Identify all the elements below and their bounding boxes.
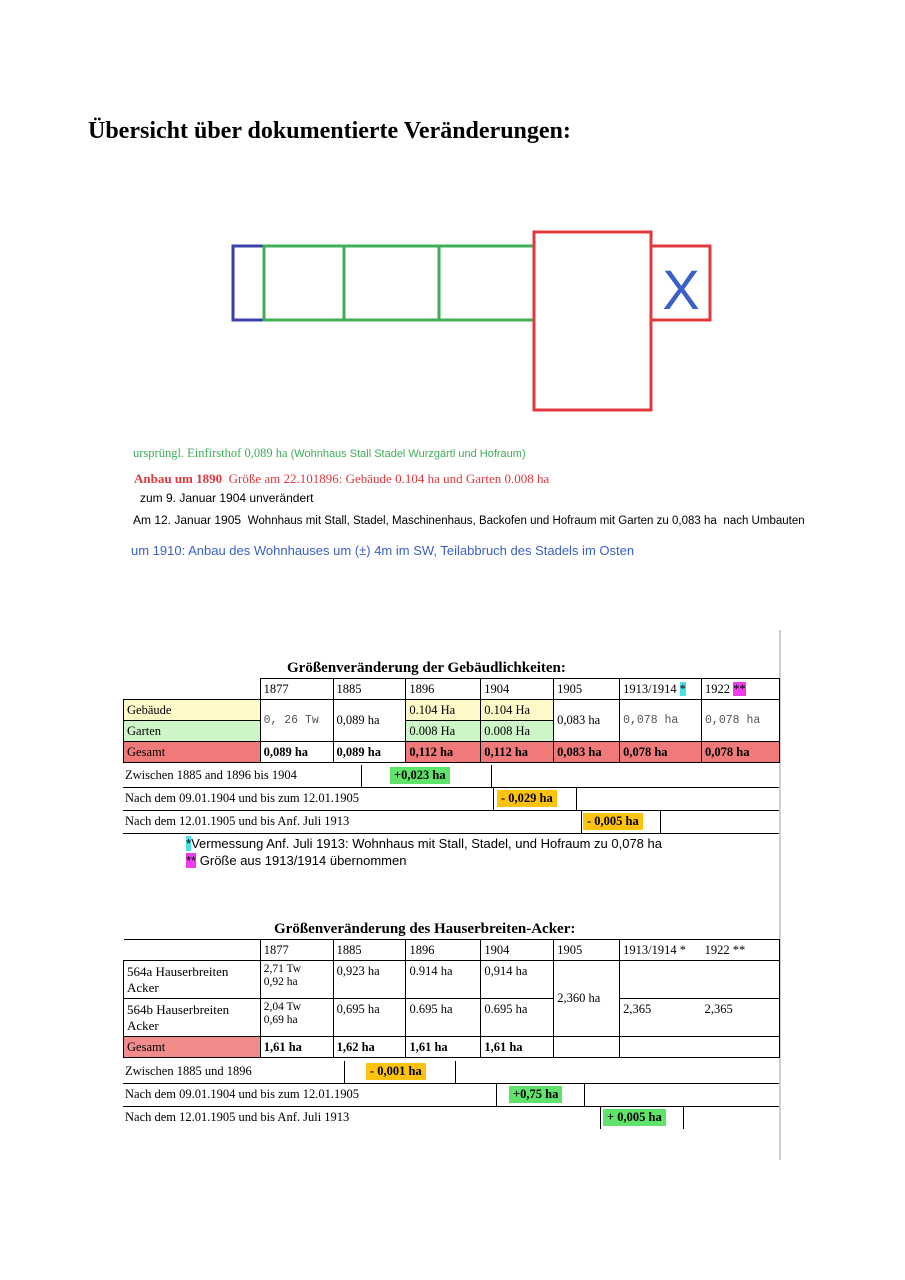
table1-year: 1904 xyxy=(481,679,554,700)
note-1905-c: nach Umbauten xyxy=(723,515,805,527)
table2-year: 1896 xyxy=(406,940,481,961)
diff-value: +0,75 ha xyxy=(509,1086,562,1103)
cell-1896: 0.695 ha xyxy=(406,999,481,1037)
table2-row-gesamt xyxy=(124,1037,780,1058)
table1-row-gebaeude xyxy=(124,700,780,721)
note-1905-b: Wohnhaus mit Stall, Stadel, Maschinenhaus, Backofen und Hofraum mit Garten zu 0,083 ha xyxy=(247,515,717,527)
note-1905 xyxy=(133,513,805,527)
x-mark: X xyxy=(662,258,700,321)
diff-label: Nach dem 12.01.1905 und bis Anf. Juli 1913 xyxy=(125,814,350,828)
gesamt-1877: 1,61 ha xyxy=(260,1037,333,1058)
gesamt-1913: 0,078 ha xyxy=(620,742,702,763)
table1-year: 1877 xyxy=(260,679,333,700)
table2-year: 1922 ** xyxy=(702,940,780,961)
blue-section xyxy=(233,246,264,320)
cell-1922: 0,078 ha xyxy=(702,700,780,742)
table2-title: Größenveränderung des Hauserbreiten-Acker: xyxy=(274,921,576,937)
table1-diff-row xyxy=(123,788,779,811)
row-label: Gebäude xyxy=(124,700,261,721)
cell-1904: 0.695 ha xyxy=(481,999,554,1037)
diff-value: - 0,001 ha xyxy=(366,1063,426,1080)
cyan-star-marker: * xyxy=(679,681,686,696)
table2-corner xyxy=(124,940,261,961)
footnote-1: *Vermessung Anf. Juli 1913: Wohnhaus mit Stall, Stadel, und Hofraum zu 0,078 ha xyxy=(186,836,662,851)
green-section-3 xyxy=(439,246,534,320)
note-1905-a: Am 12. Januar 1905 xyxy=(133,513,242,527)
table1-diff-row xyxy=(123,811,779,834)
table2-year: 1904 xyxy=(481,940,554,961)
note-1910: um 1910: Anbau des Wohnhauses um (±) 4m im SW, Teilabbruch des Stadels im Osten xyxy=(131,543,635,558)
table1-year: 1913/1914 * xyxy=(620,679,702,700)
cell-1885: 0,695 ha xyxy=(333,999,406,1037)
magenta-star-marker: ** xyxy=(733,681,746,696)
note-annex-1890 xyxy=(134,471,549,487)
cell-1913: 2,365 xyxy=(620,999,702,1037)
table1-diff-row xyxy=(123,765,779,788)
cell-1877: 0, 26 Tw xyxy=(260,700,333,742)
table1-title: Größenveränderung der Gebäudlichkeiten: xyxy=(287,660,566,676)
cell-1904: 0.008 Ha xyxy=(481,721,554,742)
cell-1896: 0.008 Ha xyxy=(406,721,481,742)
green-section-1 xyxy=(264,246,344,320)
table1 xyxy=(123,678,780,763)
table1-year: 1885 xyxy=(333,679,406,700)
row-label: Gesamt xyxy=(124,1037,261,1058)
cell-1877: 2,04 Tw 0,69 ha xyxy=(260,999,333,1037)
cell-1896: 0.914 ha xyxy=(406,961,481,999)
note-1904: zum 9. Januar 1904 unverändert xyxy=(140,491,314,505)
gesamt-1922: 0,078 ha xyxy=(702,742,780,763)
gesamt-1885: 0,089 ha xyxy=(333,742,406,763)
note-annex-a: Anbau um 1890 xyxy=(134,471,223,486)
note-original-b: (Wohnhaus Stall Stadel Wurzgärtl und Hofraum) xyxy=(290,448,526,460)
cell-1896: 0.104 Ha xyxy=(406,700,481,721)
gesamt-1896: 1,61 ha xyxy=(406,1037,481,1058)
table1-row-gesamt xyxy=(124,742,780,763)
table2-diff-row xyxy=(123,1107,779,1129)
table1-year: 1922 ** xyxy=(702,679,780,700)
gesamt-1896: 0,112 ha xyxy=(406,742,481,763)
cell-1904: 0.104 Ha xyxy=(481,700,554,721)
note-annex-b: Größe am 22.101896: Gebäude 0.104 ha und Garten 0.008 ha xyxy=(228,471,550,486)
gesamt-1904: 0,112 ha xyxy=(481,742,554,763)
building-diagram xyxy=(0,0,905,430)
cell-1905: 0,083 ha xyxy=(554,700,620,742)
table2-diff-row xyxy=(123,1084,779,1107)
note-original-a: ursprüngl. Einfirsthof 0,089 ha xyxy=(133,446,288,460)
table1-year: 1896 xyxy=(406,679,481,700)
table2-diff-row xyxy=(123,1061,779,1084)
row-label: Gesamt xyxy=(124,742,261,763)
table2 xyxy=(123,939,780,1058)
diff-value: + 0,005 ha xyxy=(603,1109,666,1126)
gesamt-1905: 0,083 ha xyxy=(554,742,620,763)
row-label: Garten xyxy=(124,721,261,742)
cell-1877: 2,71 Tw 0,92 ha xyxy=(260,961,333,999)
table1-corner xyxy=(124,679,261,700)
gesamt-1885: 1,62 ha xyxy=(333,1037,406,1058)
gesamt-1877: 0,089 ha xyxy=(260,742,333,763)
cell-1905: 2,360 ha xyxy=(554,961,620,1037)
diff-label: Zwischen 1885 und 1896 xyxy=(125,1064,252,1078)
diff-label: Nach dem 09.01.1904 und bis zum 12.01.1905 xyxy=(125,791,360,805)
green-section-2 xyxy=(344,246,439,320)
row-label: 564b Hauserbreiten Acker xyxy=(124,999,261,1037)
cell-1922: 2,365 xyxy=(702,999,780,1037)
table2-year: 1913/1914 * xyxy=(620,940,702,961)
table1-year: 1905 xyxy=(554,679,620,700)
cell-1885: 0,089 ha xyxy=(333,700,406,742)
table2-year: 1905 xyxy=(554,940,620,961)
table1-header-row xyxy=(124,679,780,700)
row-label: 564a Hauserbreiten Acker xyxy=(124,961,261,999)
diff-label: Nach dem 09.01.1904 und bis zum 12.01.1905 xyxy=(125,1087,360,1101)
diff-label: Nach dem 12.01.1905 und bis Anf. Juli 1913 xyxy=(125,1110,350,1124)
table2-row-564a xyxy=(124,961,780,999)
page-title: Übersicht über dokumentierte Veränderungen: xyxy=(88,118,571,144)
table2-row-564b xyxy=(124,999,780,1037)
diff-value: - 0,029 ha xyxy=(497,790,557,807)
table2-header-row xyxy=(124,940,780,961)
cell-1885: 0,923 ha xyxy=(333,961,406,999)
footnote-2: ** Größe aus 1913/1914 übernommen xyxy=(186,853,407,868)
diff-value: - 0,005 ha xyxy=(583,813,643,830)
diff-value: +0,023 ha xyxy=(390,767,450,784)
gesamt-1904: 1,61 ha xyxy=(481,1037,554,1058)
table2-year: 1877 xyxy=(260,940,333,961)
diff-label: Zwischen 1885 and 1896 bis 1904 xyxy=(125,768,297,782)
cell-1904: 0,914 ha xyxy=(481,961,554,999)
red-section xyxy=(534,232,651,410)
cell-1913: 0,078 ha xyxy=(620,700,702,742)
note-original xyxy=(133,446,526,461)
table2-year: 1885 xyxy=(333,940,406,961)
